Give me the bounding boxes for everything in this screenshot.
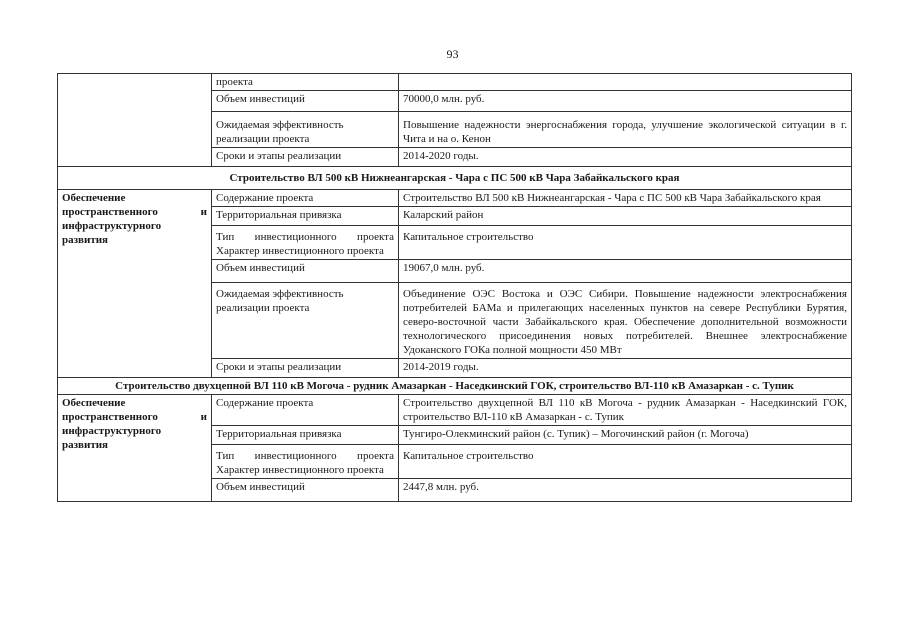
row-label: Территориальная привязка (212, 207, 399, 226)
row-label: проекта (212, 74, 399, 91)
category-cell-empty (58, 74, 212, 167)
row-value: 2014-2020 годы. (399, 148, 852, 167)
table-row (58, 395, 852, 426)
row-value: Тунгиро-Олекминский район (с. Тупик) – Могочинский район (г. Могоча) (399, 426, 852, 445)
row-label: Содержание проекта (212, 190, 399, 207)
row-value: Строительство ВЛ 500 кВ Нижнеангарская - Чара с ПС 500 кВ Чара Забайкальского края (399, 190, 852, 207)
row-label: Сроки и этапы реализации (212, 359, 399, 378)
table-row (58, 74, 852, 91)
row-value: Капитальное строительство (399, 445, 852, 479)
row-value (399, 74, 852, 91)
row-value: 19067,0 млн. руб. (399, 260, 852, 283)
section-title: Строительство двухцепной ВЛ 110 кВ Могоча - рудник Амазаркан - Наседкинский ГОК, строительство ВЛ-110 кВ Амазаркан - с. Тупик (58, 378, 852, 395)
category-cell: Обеспечение пространственного и инфраструктурного развития (58, 190, 212, 378)
section-title: Строительство ВЛ 500 кВ Нижнеангарская - Чара с ПС 500 кВ Чара Забайкальского края (58, 167, 852, 190)
row-label: Содержание проекта (212, 395, 399, 426)
section-title-row (58, 167, 852, 190)
row-label: Объем инвестиций (212, 91, 399, 112)
row-value: Повышение надежности энергоснабжения города, улучшение экологической ситуации в г. Чита и на о. Кенон (399, 112, 852, 148)
row-value: 70000,0 млн. руб. (399, 91, 852, 112)
row-label: Тип инвестиционного проекта Характер инвестиционного проекта (212, 226, 399, 260)
row-value: Каларский район (399, 207, 852, 226)
investment-projects-table (57, 73, 852, 502)
row-value: Объединение ОЭС Востока и ОЭС Сибири. Повышение надежности электроснабжения потребителей БАМа и прилегающих населенных пунктов на севере Республики Бурятия, северо-восточной части Забайкальского края. Обеспечение дополнительной возможности технологического присоединения новых потребителей. Внешнее электроснабжение Удоканского ГОКа полной мощности 450 МВт (399, 283, 852, 359)
row-label: Ожидаемая эффективность реализации проекта (212, 283, 399, 359)
row-value: 2014-2019 годы. (399, 359, 852, 378)
page-number: 93 (446, 47, 459, 61)
row-label: Объем инвестиций (212, 479, 399, 502)
table-row (58, 190, 852, 207)
row-label: Сроки и этапы реализации (212, 148, 399, 167)
category-cell: Обеспечение пространственного и инфраструктурного развития (58, 395, 212, 502)
row-label: Объем инвестиций (212, 260, 399, 283)
row-label: Территориальная привязка (212, 426, 399, 445)
row-label: Тип инвестиционного проекта Характер инвестиционного проекта (212, 445, 399, 479)
section-title-row (58, 378, 852, 395)
row-value: Строительство двухцепной ВЛ 110 кВ Могоча - рудник Амазаркан - Наседкинский ГОК, строительство ВЛ-110 кВ Амазаркан - с. Тупик (399, 395, 852, 426)
row-label: Ожидаемая эффективность реализации проекта (212, 112, 399, 148)
row-value: 2447,8 млн. руб. (399, 479, 852, 502)
row-value: Капитальное строительство (399, 226, 852, 260)
